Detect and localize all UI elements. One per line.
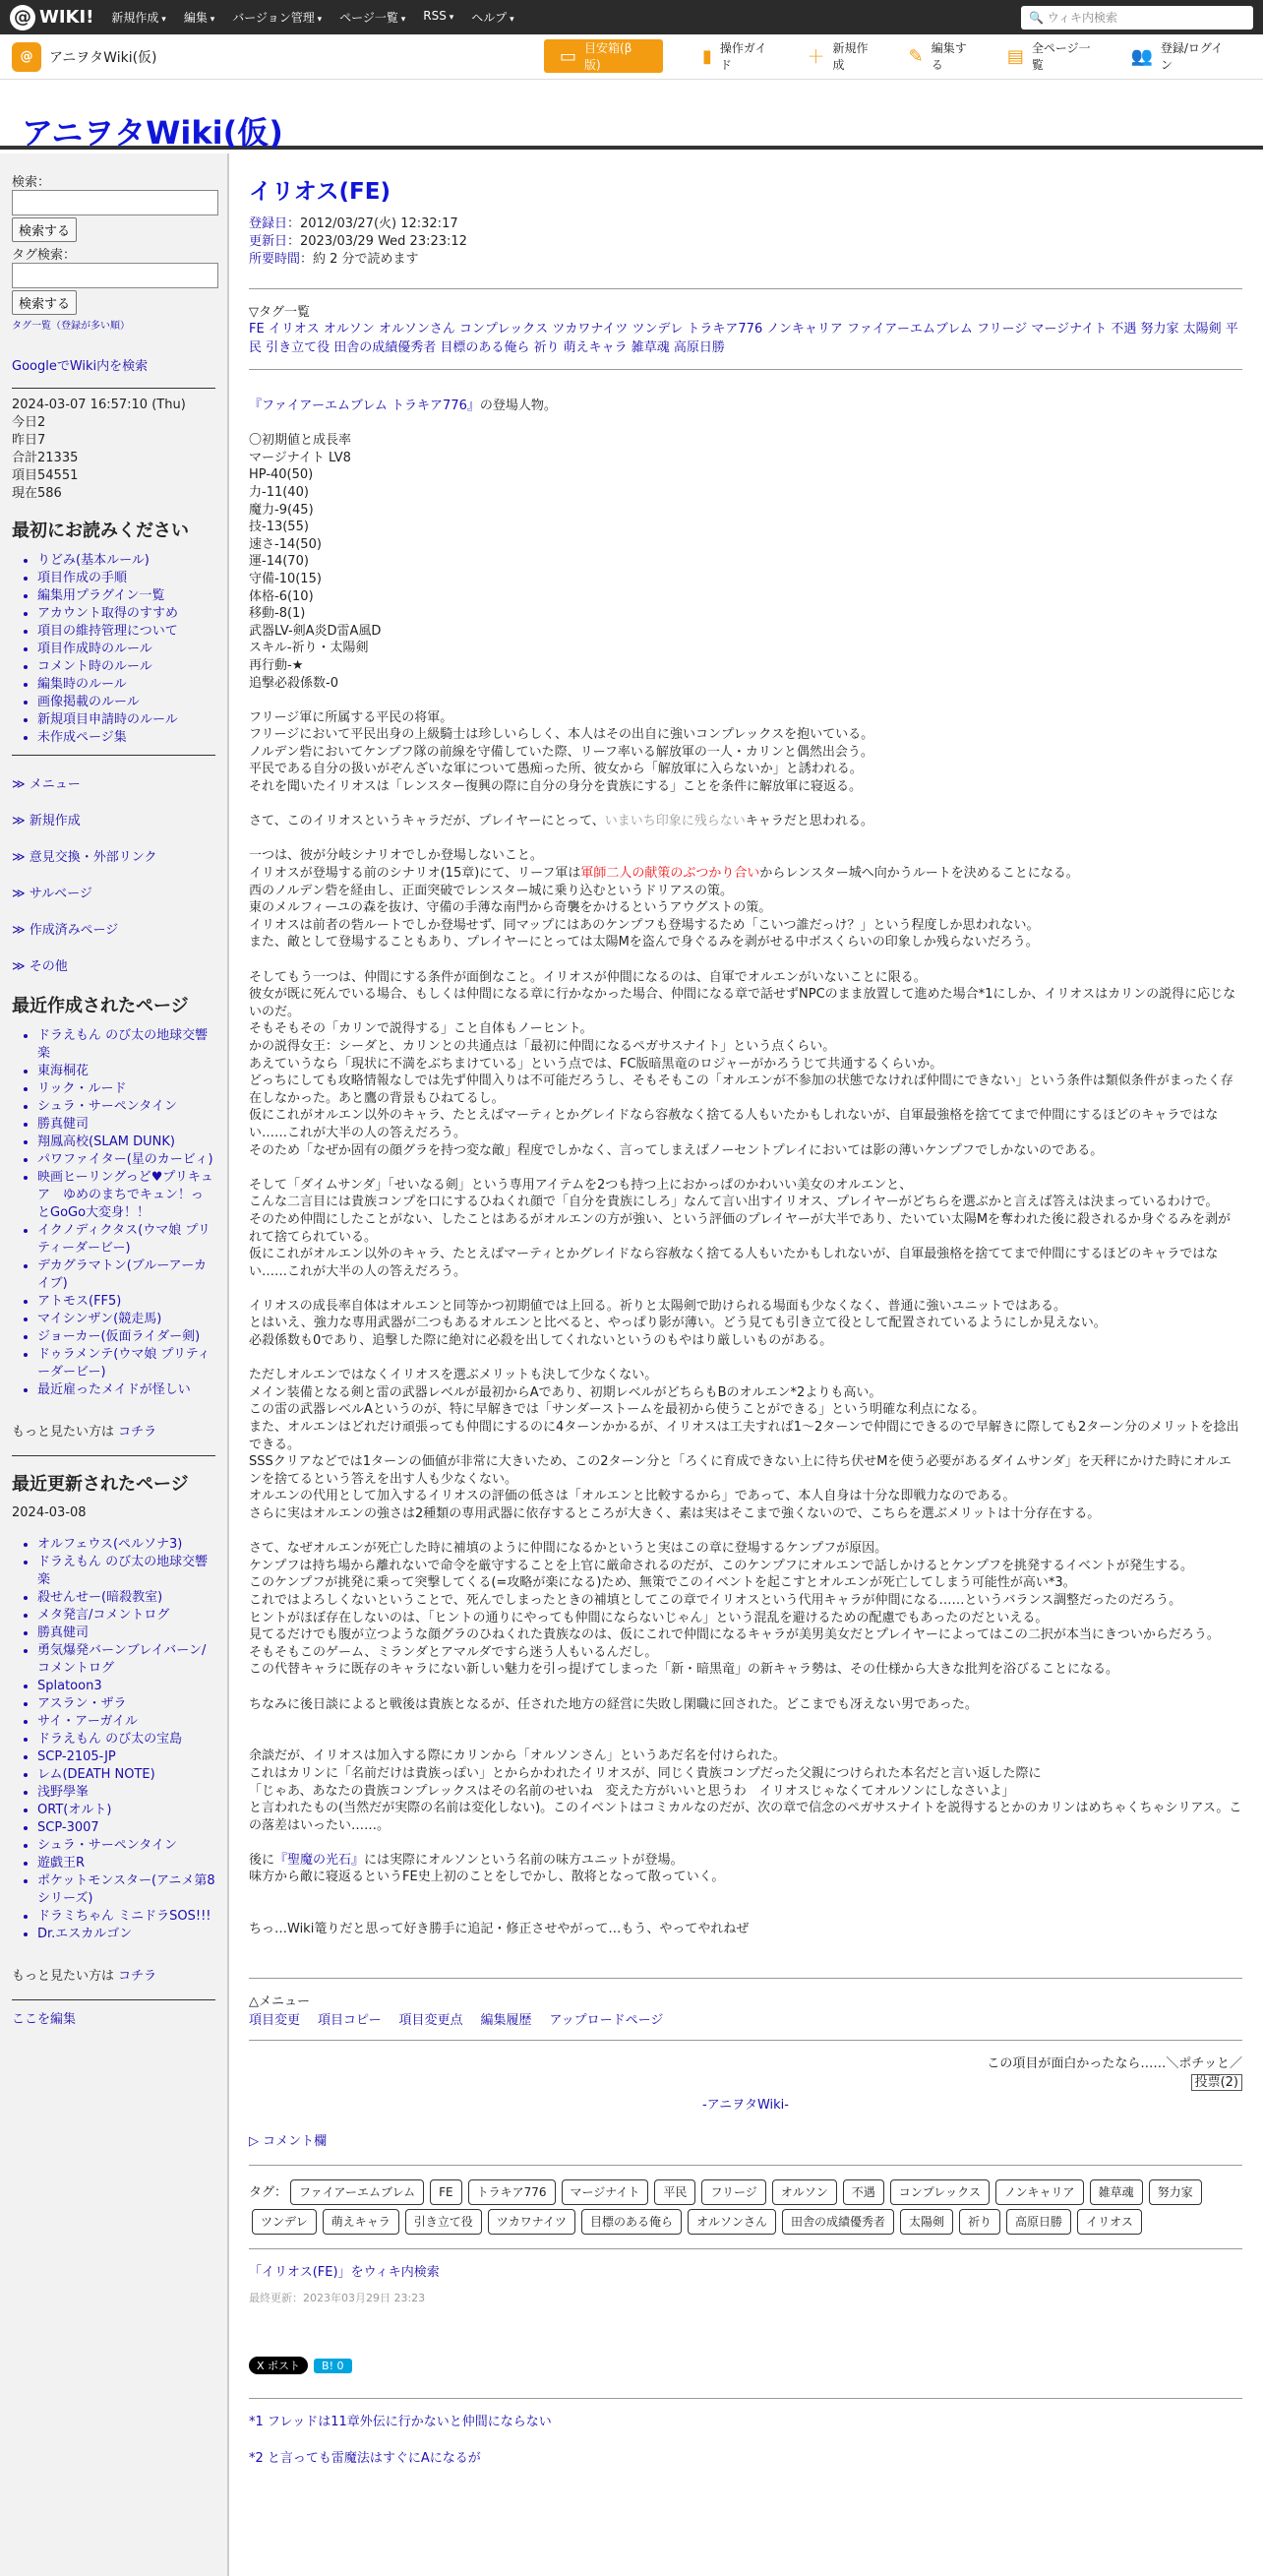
search-icon: 🔍 bbox=[1029, 10, 1048, 25]
menu-toggle[interactable]: △メニュー bbox=[249, 1993, 310, 2009]
sidebar-section-link[interactable]: ≫ 意見交換・外部リンク bbox=[12, 846, 215, 865]
readtime-label: 所要時間 bbox=[249, 252, 301, 267]
count-yesterday: 昨日7 bbox=[12, 433, 46, 448]
more-link-1: もっと見たい方は コチラ bbox=[12, 1425, 157, 1440]
tag-box[interactable]: 太陽剣 bbox=[900, 2209, 953, 2235]
recent-created-item[interactable]: • ジョーカー(仮面ライダー剣) bbox=[37, 1328, 215, 1346]
sidebar-search-input[interactable] bbox=[12, 190, 218, 215]
tag-box[interactable]: コンプレックス bbox=[890, 2179, 990, 2205]
sidebar bbox=[0, 153, 229, 2576]
users-icon: 👥 bbox=[1130, 45, 1153, 67]
tag-box[interactable]: フリージ bbox=[701, 2179, 765, 2205]
vote-text: この項目が面白かったなら……＼ポチッと／ bbox=[987, 2055, 1242, 2071]
new-page-button[interactable]: ＋ 新規作成 bbox=[807, 41, 869, 72]
recent-created-item[interactable]: • アトモス(FF5) bbox=[37, 1293, 215, 1311]
tag-box[interactable]: FE bbox=[430, 2179, 461, 2205]
closing-line: ちっ…Wiki篭りだと思って好き勝手に追記・修正させやがって…もう、やってやれねぜ bbox=[249, 1922, 750, 1937]
intro-link[interactable]: 『ファイアーエムブレム トラキア776』 bbox=[249, 399, 480, 413]
read-first-item[interactable]: • 編集時のルール bbox=[37, 676, 215, 694]
recent-updated-item[interactable]: • 浅野學峯 bbox=[37, 1784, 215, 1802]
site-header bbox=[0, 81, 1263, 150]
tag-search-label: タグ検索： bbox=[12, 248, 77, 263]
at-icon: @ bbox=[10, 5, 35, 31]
recent-created-item[interactable]: • 東海桐花 bbox=[37, 1063, 215, 1080]
read-first-item[interactable]: • 項目作成時のルール bbox=[37, 641, 215, 658]
recent-created-item[interactable]: • シュラ・サーペンタイン bbox=[37, 1098, 215, 1116]
search-label: 検索： bbox=[12, 175, 51, 190]
recent-created-item[interactable]: • ドゥラメンテ(ウマ娘 プリティーダービー) bbox=[37, 1346, 215, 1381]
recent-created-item[interactable]: • パワファイター(星のカービィ) bbox=[37, 1151, 215, 1169]
recent-updated-item[interactable]: • SCP-3007 bbox=[37, 1819, 215, 1837]
vote-button[interactable]: 投票(2) bbox=[1191, 2074, 1242, 2091]
tag-box[interactable]: 努力家 bbox=[1149, 2179, 1202, 2205]
recent-updated-item[interactable]: • 勝真健司 bbox=[37, 1625, 215, 1642]
recent-updated-item[interactable]: • 遊戯王R bbox=[37, 1855, 215, 1872]
recent-created-item[interactable]: • 勝真健司 bbox=[37, 1116, 215, 1134]
count-now: 現在586 bbox=[12, 486, 62, 501]
recent-created-item[interactable]: • マイシンザン(競走馬) bbox=[37, 1311, 215, 1328]
seima-link[interactable]: 『聖魔の光石』 bbox=[274, 1852, 365, 1868]
tag-boxes: タグ： ファイアーエムブレム FE トラキア776 マージナイト 平民 フリージ オルソン 不遇 コンプレックス ノンキャリア 雑草魂 努力家ツンデレ 萌えキャラ 引き立て役 ツカワナイツ 目標のある俺ら オルソンさん 田舎の成績優秀者 太陽剣 祈り 高原日勝 イリオス bbox=[249, 2177, 1242, 2237]
tag-box[interactable]: 不遇 bbox=[843, 2179, 884, 2205]
wiki-bar bbox=[0, 34, 1263, 80]
sidebar-search-button[interactable]: 検索する bbox=[12, 217, 77, 242]
count-today: 今日2 bbox=[12, 415, 46, 430]
recent-created-item[interactable]: • ドラえもん のび太の地球交響楽 bbox=[37, 1027, 215, 1063]
read-first-item[interactable]: • コメント時のルール bbox=[37, 658, 215, 676]
tag-box[interactable]: 雑草魂 bbox=[1090, 2179, 1143, 2205]
recent-created-item[interactable]: • 最近雇ったメイドが怪しい bbox=[37, 1381, 215, 1399]
recent-created-heading: 最近作成されたページ bbox=[12, 996, 189, 1016]
counter bbox=[12, 397, 215, 503]
recent-created-item[interactable]: • 翔鳳高校(SLAM DUNK) bbox=[37, 1134, 215, 1151]
tag-box[interactable]: ツンデレ bbox=[252, 2209, 317, 2235]
recent-created-item[interactable]: • リック・ルード bbox=[37, 1080, 215, 1098]
tag-box[interactable]: 引き立て役 bbox=[405, 2209, 482, 2235]
pencil-icon: ✎ bbox=[908, 45, 924, 67]
recent-updated-item[interactable]: • 殺せんせー(暗殺教室) bbox=[37, 1589, 215, 1607]
read-first-item[interactable]: • 編集用プラグイン一覧 bbox=[37, 587, 215, 605]
menu-edit[interactable]: 編集 ▾ bbox=[184, 9, 214, 26]
more-link-2-anchor[interactable]: コチラ bbox=[118, 1969, 157, 1984]
box-icon: ▭ bbox=[560, 45, 577, 67]
page-menu bbox=[249, 2009, 1242, 2028]
paragraph-9: ちなみに後日談によると戦後は貴族となるが、任された地方の経営に失敗し閑職に回された。どこまでも冴えない男であった。 bbox=[249, 1696, 978, 1712]
sidebar-section-link[interactable]: ≫ サルベージ bbox=[12, 883, 215, 901]
tag-search-button[interactable]: 検索する bbox=[12, 290, 77, 315]
top-menu bbox=[111, 9, 513, 26]
recent-updated-item[interactable]: • ORT(オルト) bbox=[37, 1802, 215, 1819]
main-content bbox=[249, 153, 1242, 2466]
more-link-2: もっと見たい方は コチラ bbox=[12, 1969, 157, 1984]
tag-list-link[interactable]: タグ一覧（登録が多い順） bbox=[12, 321, 130, 332]
recent-created-item[interactable]: • イクノディクタス(ウマ娘 プリティーダービー) bbox=[37, 1222, 215, 1257]
recent-updated-heading: 最近更新されたページ bbox=[12, 1474, 189, 1495]
date-time: 2024-03-07 16:57:10 (Thu) bbox=[12, 398, 186, 412]
edit-sidebar-link[interactable]: ここを編集 bbox=[12, 2012, 77, 2027]
menu-rss[interactable]: RSS ▾ bbox=[423, 9, 453, 26]
suggestion-box-button[interactable]: ▭ 目安箱(β版) bbox=[544, 39, 663, 73]
readtime-value: ：約 2 分で読めます bbox=[300, 252, 419, 267]
sidebar-section-link[interactable]: ≫ メニュー bbox=[12, 773, 215, 792]
menu-diff[interactable]: 項目変更点 bbox=[398, 2012, 463, 2028]
paragraph-5: そして「ダイムサンダ」「せいなる剣」という専用アイテムを2つも持つ上におかっぱのかわいい美女のオルエンと、 こんな二言目には貴族コンプを口にするひねくれ顔で「自分を貴族にしろ」なんて言い出すイリオス、プレイヤーがどちらを選ぶかと言えば答えは決まっているわけで。 そのため仲間にしたことがない、したことはあるがオルエンの方が強い、という評価のプレイヤーが大半であり、たいてい太陽Mを奪われた後に殺されるか身ぐるみを剥がれて捨てられている。 仮にこれがオルエン以外のキャラ、たとえばマーティとかグレイドなら容赦なく捨てる人もいたかもしれないが、自軍最強格を捨ててまで仲間にするほどのキャラではない……これが大半の人の答えだろう。 bbox=[249, 1177, 1232, 1279]
login-button[interactable]: 👥 登録/ログイン bbox=[1130, 41, 1224, 72]
hatena-button[interactable]: B! 0 bbox=[314, 2359, 351, 2373]
comment-link[interactable]: ▷ コメント欄 bbox=[249, 2133, 328, 2149]
recent-updated-item[interactable]: • ポケットモンスター(アニメ第8シリーズ) bbox=[37, 1872, 215, 1908]
read-first-item[interactable]: • 未作成ページ集 bbox=[37, 729, 215, 747]
tag-box[interactable]: 高原日勝 bbox=[1006, 2209, 1071, 2235]
read-first-list bbox=[12, 552, 215, 747]
paragraph-1: フリージ軍に所属する平民の将軍。 フリージにおいて平民出身の上級騎士は珍しいらしく、本人はその出自に強いコンプレックスを抱いている。 ノルデン砦においてケンプフ隊の前線を守備していた際、リーフ率いる解放軍の一人・カリンと偶然出会う。 平民である自分の扱いがぞんざいな軍について愚痴った所、彼女から「解放軍に入らないか」と誘われる。 それを聞いたイリオスは「レンスター復興の際に自分の身分を貴族にする」ことを条件に解放軍に寝返る。 bbox=[249, 709, 874, 795]
tag-box[interactable]: 平民 bbox=[654, 2179, 695, 2205]
guide-button[interactable]: ▮ 操作ガイド bbox=[701, 41, 767, 72]
plus-icon: ＋ bbox=[807, 47, 825, 68]
read-first-item[interactable]: • アカウント取得のすすめ bbox=[37, 605, 215, 623]
paragraph-8: さて、なぜオルエンが死亡した時に補填のように仲間になるかというと実はこの章に登場するケンプフが原因。 ケンプフは持ち場から離れないで命令を厳守することを上官に厳命されるのだが、このケンプフにオルエンで話しかけるとケンプフを挑発するイベントが発生する。 このケンプフが挑発に乗って突撃してくる(=攻略が楽になる)ため、無策でこのイベントを起こすとオルエンが死亡してしまう可能性が高い*3。 これではよろしくないということで、死んでしまったときの補填としてこの章でイリオスという代用キャラが仲間になる……というバランス調整だったのだろう。 ヒントがほぼ存在しないのは、「ヒントの通りにやっても仲間にならないじゃん」という混乱を避けるための配慮でもあったのだといえる。 見てるだけでも腹が立つような顔グラのひねくれた貴族なのは、仮にこれで仲間になるキャラが美男美女だとプレイヤーによってはこの二択が本当にきついからだろう。 そもそもこのゲーム、ミランダとアマルダですら迷う人もいるんだし。 この代替キャラに既存のキャラにない新しい魅力を引っ提げてしまった「新・暗黒竜」の新キャラ勢は、その仕様から大きな批判を浴びることになる。 bbox=[249, 1541, 1220, 1678]
updated-date: 2024-03-08 bbox=[12, 1505, 87, 1520]
wiki-icon: @ bbox=[12, 42, 41, 72]
recent-updated-item[interactable]: • ドラえもん のび太の地球交響楽 bbox=[37, 1554, 215, 1589]
menu-help[interactable]: ヘルプ ▾ bbox=[471, 9, 513, 26]
recent-updated-item[interactable]: • サイ・アーガイル bbox=[37, 1713, 215, 1731]
menu-upload[interactable]: アップロードページ bbox=[549, 2012, 664, 2028]
count-items: 項目54551 bbox=[12, 468, 79, 483]
wiki-search-link[interactable]: 「イリオス(FE)」をウィキ内検索 bbox=[249, 2264, 440, 2280]
tag-box[interactable]: 祈り bbox=[959, 2209, 1000, 2235]
count-total: 合計21335 bbox=[12, 451, 79, 465]
paragraph-4: そしてもう一つは、仲間にする条件が面倒なこと。イリオスが仲間になるのは、自軍でオルエンがいないことに限る。 彼女が既に死んでいる場合、もしくは仲間になる章に行かなかった場合、仲間になる章で話せずNPCのまま放置して進めた場合*1にしか、イリオスはカリンの説得に応じないのだ。 そもそもその「カリンで説得する」こと自体もノーヒント。 かの説得女王：シーダと、カリンとの共通点は「最初に仲間になるペガサスナイト」という点くらい。 あえていうなら「現状に不満をぶちまけている」という点では、FC版暗黒竜のロジャーがかろうじて共通するくらいか。 どっちにしても攻略情報なしでは先ず仲間入りは不可能だろうし、そもそもこの「オルエンが不参加の状態でなければ仲間にできない」という条件は類似条件がまったく存在しなかった。あと鷹の背景もひねてるし。 仮にこれがオルエン以外のキャラ、たとえばマーティとかグレイドなら容赦なく捨てる人もいたかもしれないが、自軍最強格を捨ててまで仲間にするほどのキャラではない……これが大半の人の答えだろう。 そのため「なぜか固有の顔グラを持つ変な敵」程度でしかなく、言ってしまえばノーセントプレイにおいては影の薄いケンプフでしかないのである。 bbox=[249, 969, 1236, 1158]
recent-updated-item[interactable]: • レム(DEATH NOTE) bbox=[37, 1766, 215, 1784]
share-buttons bbox=[249, 2357, 1242, 2374]
recent-created-item[interactable]: • 映画ヒーリングっど♥プリキュア ゆめのまちでキュン！っとGoGo大変身！！ bbox=[37, 1169, 215, 1222]
tag-box[interactable]: ファイアーエムブレム bbox=[290, 2179, 424, 2205]
tag-box[interactable]: オルソンさん bbox=[688, 2209, 776, 2235]
x-post-button[interactable]: X ポスト bbox=[249, 2357, 308, 2374]
document-icon: ▤ bbox=[1006, 45, 1024, 67]
recent-updated-list bbox=[12, 1536, 215, 1943]
paragraph-6: イリオスの成長率自体はオルエンと同等かつ初期値では上回る。祈りと太陽剣で助けられる場面も少なくなく、普通に強いユニットではある。 とはいえ、強力な専用武器が二つもあるオルエンと比べると、やっぱり影が薄い。どう見ても引き立て役として配置されているようにしか見えない。 必殺係数も0であり、追撃した際に絶対に必殺を出してくれないというのもやはり厳しいものがある。 bbox=[249, 1298, 1107, 1349]
recent-created-item[interactable]: • デカグラマトン(ブルーアーカイブ) bbox=[37, 1257, 215, 1293]
footnote-1[interactable]: *1 フレッドは11章外伝に行かないと仲間にならない bbox=[249, 2414, 552, 2429]
read-first-item[interactable]: • 画像掲載のルール bbox=[37, 694, 215, 711]
strategy-link[interactable]: 軍師二人の献策のぶつかり合い bbox=[580, 866, 760, 882]
read-first-item[interactable]: • 項目の維持管理について bbox=[37, 623, 215, 641]
article-body: 『ファイアーエムブレム トラキア776』の登場人物。 〇初期値と成長率 マージナイト LV8 HP-40(50) 力-11(40) 魔力-9(45) 技-13(55) 速さ-14(50) 運-14(70) 守備-10(15) 体格-6(10) 移動-8(1) 武器LV-剣A炎D雷A風D スキル-祈り・太陽剣 再行動-★ 追撃必殺係数-0 フリージ軍に所属する平民の将軍。 フリージにおいて平民出身の上級騎士は珍しいらしく、本人はその出自に強いコンプレックスを抱いている。 ノルデン砦においてケンプフ隊の前線を守備していた際、リーフ率いる解放軍の一人・カリンと偶然出会う。 平民である自分の扱いがぞんざいな軍について愚痴った所、彼女から「解放軍に入らないか」と誘われる。 それを聞いたイリオスは「レンスター復興の際に自分の身分を貴族にする」ことを条件に解放軍に寝返る。 さて、このイリオスというキャラだが、プレイヤーにとって、いまいち印象に残らないキャラだと思われる。 一つは、彼が分岐シナリオでしか登場しないこと。 イリオスが登場する前のシナリオ(15章)にて、リーフ軍は軍師二人の献策のぶつかり合いからレンスター城へ向かうルートを決めることになる。 西のノルデン砦を経由し、正面突破でレンスター城に乗り込むというドリアスの策。 東のメルフィーユの森を抜け、守備の手薄な南門から奇襲をかけるというアウグストの策。 イリオスは前者の砦ルートでしか登場せず、同マップにはあのケンプフも登場するため「こいつ誰だっけ？」という程度しか思われない。 また、敵として登場することもあり、プレイヤーにとっては太陽Mを盗んで身ぐるみを剥がせる中ボスくらいの印象しか残らないだろう。 そしてもう一つは、仲間にする条件が面倒なこと。イリオスが仲間になるのは、自軍でオルエンがいないことに限る。 彼女が既に死んでいる場合、もしくは仲間になる章に行かなかった場合、仲間になる章で話せずNPCのまま放置して進めた場合*1にしか、イリオスはカリンの説得に応じないのだ。 そもそもその「カリンで説得する」こと自体もノーヒント。 かの説得女王：シーダと、カリンとの共通点は「最初に仲間になるペガサスナイト」という点くらい。 あえていうなら「現状に不満をぶちまけている」という点では、FC版暗黒竜のロジャーがかろうじて共通するくらいか。 どっちにしても攻略情報なしでは先ず仲間入りは不可能だろうし、そもそもこの「オルエンが不参加の状態でなければ仲間にできない」という条件は類似条件がまったく存在しなかった。あと鷹の背景もひねてるし。 仮にこれがオルエン以外のキャラ、たとえばマーティとかグレイドなら容赦なく捨てる人もいたかもしれないが、自軍最強格を捨ててまで仲間にするほどのキャラではない……これが大半の人の答えだろう。 そのため「なぜか固有の顔グラを持つ変な敵」程度でしかなく、言ってしまえばノーセントプレイにおいては影の薄いケンプフでしかないのである。 そして「ダイムサンダ」「せいなる剣」という専用アイテムを2つも持つ上におかっぱのかわいい美女のオルエンと、 こんな二言目には貴族コンプを口にするひねくれ顔で「自分を貴族にしろ」なんて言い出すイリオス、プレイヤーがどちらを選ぶかと言えば答えは決まっているわけで。 そのため仲間にしたことがない、したことはあるがオルエンの方が強い、という評価のプレイヤーが大半であり、たいてい太陽Mを奪われた後に殺されるか身ぐるみを剥がれて捨てられている。 仮にこれがオルエン以外のキャラ、たとえばマーティとかグレイドなら容赦なく捨てる人もいたかもしれないが、自軍最強格を捨ててまで仲間にするほどのキャラではない……これが大半の人の答えだろう。 イリオスの成長率自体はオルエンと同等かつ初期値では上回る。祈りと太陽剣で助けられる場面も少なくなく、普通に強いユニットではある。 とはいえ、強力な専用武器が二つもあるオルエンと比べると、やっぱり影が薄い。どう見ても引き立て役として配置されているようにしか見えない。 必殺係数も0であり、追撃した際に絶対に必殺を出してくれないというのもやはり厳しいものがある。 ただしオルエンではなくイリオスを選ぶメリットも決して少なくない。 メイン装備となる剣と雷の武器レベルが最初からAであり、初期レベルがどちらもBのオルエン*2よりも高い。 この雷の武器レベルAというのが、特に早解きでは「サンダーストームを最初から使うことができる」という明確な利点になる。 また、オルエンはどれだけ頑張っても仲間にするのに4ターンかかるが、イリオスは工夫すれば1〜2ターンで仲間にできるので早解きに際しても2ターン分のメリットを捻出できる。 SSSクリアなどでは1ターンの価値が非常に大きいため、この2ターン分と「ろくに育成できない上に待ち伏せMを使う必要があるダイムサンダ」を天秤にかけた時にオルエンを捨てるという答えを出す人も少なくない。 オルエンの代用として加入するイリオスの評価の低さは「オルエンと比較するから」であって、本人自身は十分な即戦力なのである。 さらに実はオルエンの強さは2種類の専用武器に依存するところが大きく、素は実はそこまで強くないので、こちらを選ぶメリットは十分存在する。 さて、なぜオルエンが死亡した時に補填のように仲間になるかというと実はこの章に登場するケンプフが原因。 ケンプフは持ち場から離れないで命令を厳守することを上官に厳命されるのだが、このケンプフにオルエンで話しかけるとケンプフを挑発するイベントが発生する。 このケンプフが挑発に乗って突撃してくる(=攻略が楽になる)ため、無策でこのイベントを起こすとオルエンが死亡してしまう可能性が高い*3。 これではよろしくないということで、死んでしまったときの補填としてこの章でイリオスという代用キャラが仲間になる……というバランス調整だったのだろう。 ヒントがほぼ存在しないのは、「ヒントの通りにやっても仲間にならないじゃん」という混乱を避けるための配慮でもあったのだといえる。 見てるだけでも腹が立つような顔グラのひねくれた貴族なのは、仮にこれで仲間になるキャラが美男美女だとプレイヤーによってはこの二択が本当にきついからだろう。 そもそもこのゲーム、ミランダとアマルダですら迷う人もいるんだし。 この代替キャラに既存のキャラにない新しい魅力を引っ提げてしまった「新・暗黒竜」の新キャラ勢は、その仕様から大きな批判を浴びることになる。 ちなみに後日談によると戦後は貴族となるが、任された地方の経営に失敗し閑職に回された。どこまでも冴えない男であった。 余談だが、イリオスは加入する際にカリンから「オルソンさん」というあだ名を付けられた。 これはカリンに「名前だけは貴族っぽい」とからかわれたイリオスが、同じく貴族コンプだった父親につけられた本名だと言い返した際に 「じゃあ、あなたの貴族コンプレックスはその名前のせいね 変えた方がいいと思うわ イリオスじゃなくてオルソンにしなさいよ」 と言われたもの(当然だが実際の名前は変化しない)。このイベントはコミカルなのだが、次の章で信念のペガサスナイトを説得するとかのカリンはめちゃくちゃシリアス。この落差はいったい……。 後に『聖魔の光石』には実際にオルソンという名前の味方ユニットが登場。 味方から敵に寝返るというFE史上初のことをしでかし、散将となって散っていく。 ちっ…Wiki篭りだと思って好き勝手に追記・修正させやがって…もう、やってやれねぜ bbox=[249, 399, 1242, 1937]
recent-updated-item[interactable]: • ドラえもん のび太の宝島 bbox=[37, 1731, 215, 1748]
tag-search-input[interactable] bbox=[12, 263, 218, 288]
edit-button[interactable]: ✎ 編集する bbox=[908, 41, 967, 72]
recent-updated-item[interactable]: • アスラン・ザラ bbox=[37, 1695, 215, 1713]
recent-updated-item[interactable]: • 勇気爆発バーンブレイバーン/コメントログ bbox=[37, 1642, 215, 1678]
recent-updated-item[interactable]: • シュラ・サーペンタイン bbox=[37, 1837, 215, 1855]
recent-updated-item[interactable]: • Dr.エスカルゴン bbox=[37, 1926, 215, 1943]
recent-updated-item[interactable]: • SCP-2105-JP bbox=[37, 1748, 215, 1766]
tag-box[interactable]: ノンキャリア bbox=[995, 2179, 1084, 2205]
more-link-1-anchor[interactable]: コチラ bbox=[118, 1425, 157, 1440]
recent-created-list bbox=[12, 1027, 215, 1399]
menu-pages[interactable]: ページ一覧 ▾ bbox=[339, 9, 405, 26]
tag-box[interactable]: マージナイト bbox=[562, 2179, 649, 2205]
tag-box[interactable]: オルソン bbox=[772, 2179, 837, 2205]
google-search-link[interactable]: GoogleでWiki内を検索 bbox=[12, 359, 149, 374]
stats-block: 〇初期値と成長率 マージナイト LV8 HP-40(50) 力-11(40) 魔力-9(45) 技-13(55) 速さ-14(50) 運-14(70) 守備-10(15) 体格-6(10) 移動-8(1) 武器LV-剣A炎D雷A風D スキル-祈り・太陽剣 再行動-★ 追撃必殺係数-0 bbox=[249, 433, 382, 691]
registered-value: ：2012/03/27(火) 12:32:17 bbox=[287, 216, 458, 231]
page-meta bbox=[249, 215, 1242, 269]
menu-change[interactable]: 項目変更 bbox=[249, 2012, 301, 2028]
read-first-item[interactable]: • 項目作成の手順 bbox=[37, 570, 215, 587]
read-first-heading: 最初にお読みください bbox=[12, 521, 189, 541]
tag-box[interactable]: イリオス bbox=[1077, 2209, 1142, 2235]
menu-copy[interactable]: 項目コピー bbox=[318, 2012, 382, 2028]
updated-label: 更新日 bbox=[249, 234, 288, 249]
updated-value: ：2023/03/29 Wed 23:23:12 bbox=[287, 234, 467, 249]
tag-list-toggle[interactable]: ▽タグ一覧 bbox=[249, 305, 310, 320]
site-title[interactable]: アニヲタWiki(仮) bbox=[22, 114, 283, 152]
wiki-name[interactable]: アニヲタWiki(仮) bbox=[49, 49, 157, 66]
atwiki-logo[interactable]: @ WIKI! bbox=[10, 5, 93, 31]
recent-updated-item[interactable]: • Splatoon3 bbox=[37, 1678, 215, 1695]
registered-label: 登録日 bbox=[249, 216, 288, 231]
all-pages-button[interactable]: ▤ 全ページ一覧 bbox=[1006, 41, 1091, 72]
tag-box[interactable]: ツカワナイツ bbox=[488, 2209, 575, 2235]
tag-box[interactable]: 萌えキャラ bbox=[323, 2209, 399, 2235]
paragraph-10: 余談だが、イリオスは加入する際にカリンから「オルソンさん」というあだ名を付けられた。 これはカリンに「名前だけは貴族っぽい」とからかわれたイリオスが、同じく貴族コンプだった父親につけられた本名だと言い返した際に 「じゃあ、あなたの貴族コンプレックスはその名前のせいね 変えた方がいいと思うわ イリオスじゃなくてオルソンにしなさいよ」 と言われたもの(当然だが実際の名前は変化しない)。このイベントはコミカルなのだが、次の章で信念のペガサスナイトを説得するとかのカリンはめちゃくちゃシリアス。この落差はいったい……。 bbox=[249, 1748, 1242, 1833]
menu-new[interactable]: 新規作成 ▾ bbox=[111, 9, 165, 26]
read-first-item[interactable]: • 新規項目申請時のルール bbox=[37, 711, 215, 729]
menu-history[interactable]: 編集履歴 bbox=[480, 2012, 532, 2028]
sidebar-section-link[interactable]: ≫ その他 bbox=[12, 955, 215, 974]
recent-updated-item[interactable]: • メタ発言/コメントログ bbox=[37, 1607, 215, 1625]
book-icon: ▮ bbox=[701, 45, 712, 67]
menu-version[interactable]: バージョン管理 ▾ bbox=[232, 9, 322, 26]
tag-box[interactable]: 目標のある俺ら bbox=[581, 2209, 682, 2235]
last-update: 最終更新：2023年03月29日 23:23 bbox=[249, 2291, 426, 2304]
top-bar bbox=[0, 0, 1263, 34]
recent-updated-item[interactable]: • ドラミちゃん ミニドラSOS!!! bbox=[37, 1908, 215, 1926]
page-tag-list[interactable]: FE イリオス オルソン オルソンさん コンプレックス ツカワナイツ ツンデレ トラキア776 ノンキャリア ファイアーエムブレム フリージ マージナイト 不遇 努力家 太陽剣 平民 引き立て役 田舎の成績優秀者 目標のある俺ら 祈り 萌えキャラ 雑草魂 高原日勝 bbox=[249, 322, 1238, 355]
tag-box[interactable]: トラキア776 bbox=[468, 2179, 556, 2205]
recent-updated-item[interactable]: • オルフェウス(ペルソナ3) bbox=[37, 1536, 215, 1554]
read-first-item[interactable]: • りどみ(基本ルール) bbox=[37, 552, 215, 570]
page-title: イリオス(FE) bbox=[249, 179, 391, 205]
tag-box[interactable]: 田舎の成績優秀者 bbox=[782, 2209, 894, 2235]
footnote-2[interactable]: *2 と言っても雷魔法はすぐにAになるが bbox=[249, 2450, 481, 2466]
paragraph-7: ただしオルエンではなくイリオスを選ぶメリットも決して少なくない。 メイン装備となる剣と雷の武器レベルが最初からAであり、初期レベルがどちらもBのオルエン*2よりも高い。 この雷の武器レベルAというのが、特に早解きでは「サンダーストームを最初から使うことができる」という明確な利点になる。 また、オルエンはどれだけ頑張っても仲間にするのに4ターンかかるが、イリオスは工夫すれば1〜2ターンで仲間にできるので早解きに際しても2ターン分のメリットを捻出できる。 SSSクリアなどでは1ターンの価値が非常に大きいため、この2ターン分と「ろくに育成できない上に待ち伏せMを使う必要があるダイムサンダ」を天秤にかけた時にオルエンを捨てるという答えを出す人も少なくない。 オルエンの代用として加入するイリオスの評価の低さは「オルエンと比較するから」であって、本人自身は十分な即戦力なのである。 さらに実はオルエンの強さは2種類の専用武器に依存するところが大きく、素は実はそこまで強くないので、こちらを選ぶメリットは十分存在する。 bbox=[249, 1368, 1239, 1521]
sidebar-section-link[interactable]: ≫ 作成済みページ bbox=[12, 919, 215, 938]
wiki-search-input[interactable]: 🔍 ウィキ内検索 bbox=[1021, 6, 1253, 30]
signature: -アニヲタWiki- bbox=[702, 2097, 789, 2113]
sidebar-section-link[interactable]: ≫ 新規作成 bbox=[12, 810, 215, 828]
